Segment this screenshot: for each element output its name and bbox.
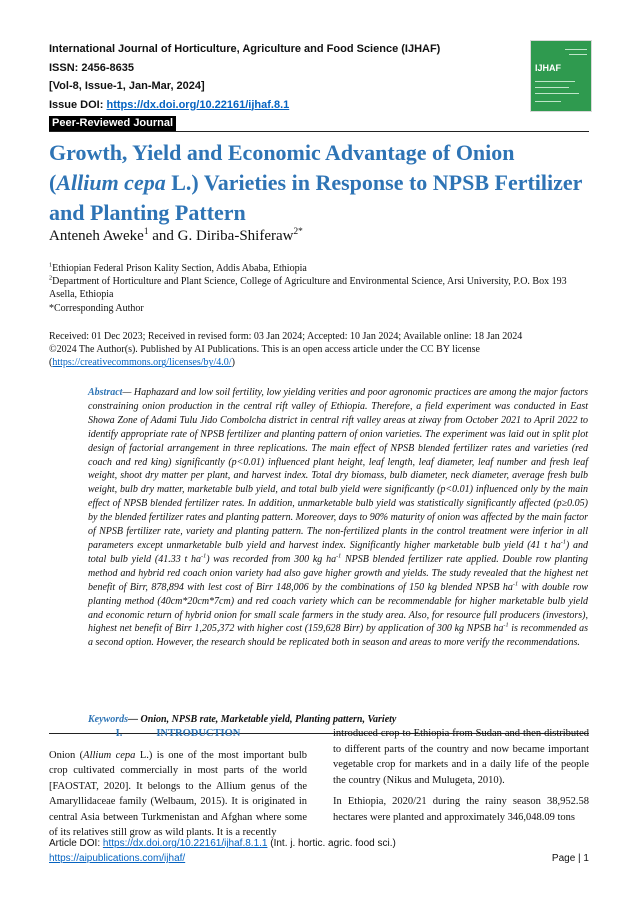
section-title: INTRODUCTION xyxy=(156,728,241,739)
journal-issn: ISSN: 2456-8635 xyxy=(49,61,134,74)
keywords-dash: — xyxy=(128,714,141,725)
section-number: I. xyxy=(115,728,123,739)
intro-species-name: Allium cepa xyxy=(83,749,136,761)
intro-text-1: Onion ( xyxy=(49,749,84,761)
copyright-notice: ©2024 The Author(s). Published by AI Publications. This is an open access article under the CC BY license xyxy=(49,344,480,356)
license-open-paren: ( xyxy=(49,357,53,369)
cover-title: IJHAF xyxy=(535,63,562,73)
abstract-text-2: ) and total bulb yield (41.33 t ha xyxy=(88,539,588,565)
body-column-right xyxy=(333,726,589,825)
abstract-text-3: ) was recorded from 300 kg ha xyxy=(206,553,337,565)
author-list xyxy=(49,226,303,246)
abstract xyxy=(88,386,588,650)
keywords-label: Keywords xyxy=(88,714,128,725)
cover-line xyxy=(535,87,569,88)
page-footer xyxy=(49,836,589,866)
author-1-affiliation-mark: 1 xyxy=(143,227,149,237)
unit-exponent: -1 xyxy=(201,552,207,560)
journal-website-link[interactable]: https://aipublications.com/ijhaf/ xyxy=(49,853,186,864)
unit-exponent: -1 xyxy=(503,622,509,630)
abstract-label: Abstract xyxy=(88,387,123,398)
journal-name: International Journal of Horticulture, Agriculture and Food Science (IJHAF) xyxy=(49,43,441,55)
author-2-affiliation-mark: 2* xyxy=(293,227,303,237)
issue-doi xyxy=(49,96,509,115)
article-doi xyxy=(49,836,589,851)
affiliation-1-text: Ethiopian Federal Prison Kality Section, Addis Ababa, Ethiopia xyxy=(52,263,307,274)
affiliations xyxy=(49,262,589,315)
cover-line xyxy=(569,54,587,55)
title-part-2: L.) Varieties in Response to NPSB Fertilizer and Planting Pattern xyxy=(49,170,583,225)
intro-paragraph-1 xyxy=(49,748,307,841)
affiliation-2-mark: 2 xyxy=(49,274,53,282)
abstract-text-5: with double row planting method (40cm*20cm*7cm) and red coach variety which can be recommendable for higher marketable bulb yield and economic return of hybrid onion for small scale farmers in the study area. Also, for resource full producers (investors), highest net benefit of Birr 1,205,372 with higher cost (159,628 Birr) by application of 300 kg NPSB ha xyxy=(88,581,588,635)
affiliation-1 xyxy=(49,262,589,275)
article-title xyxy=(49,138,589,228)
cover-line xyxy=(535,93,579,94)
section-heading xyxy=(49,726,307,742)
body-column-left xyxy=(49,726,307,841)
intro-text-2: L.) is one of the most important bulb crop cultivated commercially in most parts of the world [FAOSTAT, 2020]. It belongs to the Allium genus of the Amaryllidaceae family (Welbaum, 2015). It is originated in central Asia between Turkmenistan and Afghan where some of its relatives still grow as wild plants. It is a recently xyxy=(49,749,307,838)
cover-line xyxy=(565,49,587,50)
issue-doi-link[interactable]: https://dx.doi.org/10.22161/ijhaf.8.1 xyxy=(106,98,290,111)
license-line xyxy=(49,356,589,369)
license-close-paren: ) xyxy=(231,357,235,369)
issue-doi-label: Issue DOI: xyxy=(49,98,107,111)
abstract-text-6: is recommended as a second option. However, the research should be replicated both in season and areas to more verify the recommendations. xyxy=(88,623,588,649)
abstract-dash: — xyxy=(122,387,134,398)
peer-reviewed-badge: Peer-Reviewed Journal xyxy=(49,116,176,131)
corresponding-author: *Corresponding Author xyxy=(49,302,144,314)
unit-exponent: -1 xyxy=(336,552,342,560)
author-2: G. Diriba-Shiferaw xyxy=(177,228,294,244)
article-dates xyxy=(49,330,589,370)
page-number: Page | 1 xyxy=(551,853,589,864)
abstract-text-4: NPSB blended fertilizer rate applied. Double row planting method and hybrid red coach onion variety had also gave higher growth and yields. The study revealed that the highest net benefit of Birr, 878,894 with lest cost of Birr 148,006 by the combinations of 150 kg blended NPSB ha xyxy=(88,553,588,593)
keywords-text: Onion, NPSB rate, Marketable yield, Planting pattern, Variety xyxy=(140,714,397,725)
abstract-text-1: Haphazard and low soil fertility, low yielding verities and poor agronomic practices are among the major factors constraining onion production in the central rift valley of Ethiopia. Therefore, a field experiment was conducted in East Showa Zone of Adami Tulu Jido Combolcha district in central rift valley areas at ziway from October 2021 to April 2022 to identify appropriate rate of NPSB fertilizer and planting pattern of onion varieties. The experiment was laid out in split plot design of factorial arrangement in three replications. The main effect of NPSB blended fertilizer rates and varieties (red coach and red king) significantly (p<0.01) influenced plant height, leaf length, leaf diameter, leaf number and fresh leaf weight, shoot dry matter per plant, and harvest index. Total dry biomass, bulb diameter, neck diameter, average fresh bulb weight, bulb dry matter, marketable bulb yield, and total bulb yield were significantly (p<0.01) influenced only by the main effect of NPSB blended fertilizer rates. In addition, unmarketable bulb yield was statistically significantly affected (p≥0.05) by the blended fertilizer rates and planting pattern. Moreover, days to 90% maturity of onion was affected by the main factor of NPSB fertilizer rate, variety and planting pattern. The non-fertilized plants in the control treatment were inferior in all parameters except unmarketable bulb yield and harvest index. Significantly higher marketable bulb yield (41 t ha xyxy=(88,387,588,551)
unit-exponent: -1 xyxy=(512,580,519,588)
header-divider xyxy=(49,131,589,132)
cover-line xyxy=(535,101,561,102)
intro-paragraph-2: In Ethiopia, 2020/21 during the rainy season 38,952.58 hectares were planted and approximately 346,048.09 tons xyxy=(333,796,589,823)
article-doi-label: Article DOI: xyxy=(49,838,103,849)
license-link[interactable]: https://creativecommons.org/licenses/by/4.0/ xyxy=(52,357,232,369)
received-dates: Received: 01 Dec 2023; Received in revised form: 03 Jan 2024; Accepted: 10 Jan 2024; Available online: 18 Jan 2024 xyxy=(49,331,523,342)
title-species-name: Allium cepa xyxy=(56,170,166,195)
journal-volume: [Vol-8, Issue-1, Jan-Mar, 2024] xyxy=(49,80,205,92)
affiliation-2 xyxy=(49,275,589,301)
keywords xyxy=(88,714,396,725)
cover-line xyxy=(535,81,575,82)
affiliation-1-mark: 1 xyxy=(49,261,53,269)
journal-cover-thumbnail xyxy=(530,40,592,112)
unit-exponent: -1 xyxy=(560,538,566,546)
intro-paragraph-continued: introduced crop to Ethiopia from Sudan and then distributed to different parts of the country and now became important vegetable crop for markets and in a daily life of the people the country (Nikus and Mulugeta, 2010). xyxy=(333,728,589,786)
journal-abbreviation: (Int. j. hortic. agric. food sci.) xyxy=(267,838,396,849)
title-part-1: Growth, Yield and Economic Advantage of Onion ( xyxy=(49,140,515,195)
author-1: Anteneh Aweke xyxy=(49,228,144,244)
article-doi-link[interactable]: https://dx.doi.org/10.22161/ijhaf.8.1.1 xyxy=(102,838,268,849)
affiliation-2-text: Department of Horticulture and Plant Science, College of Agriculture and Environmental Science, Arsi University, P.O. Box 193 Asella, Ethiopia xyxy=(49,276,567,301)
author-separator: and xyxy=(148,228,178,244)
journal-header xyxy=(49,40,509,133)
